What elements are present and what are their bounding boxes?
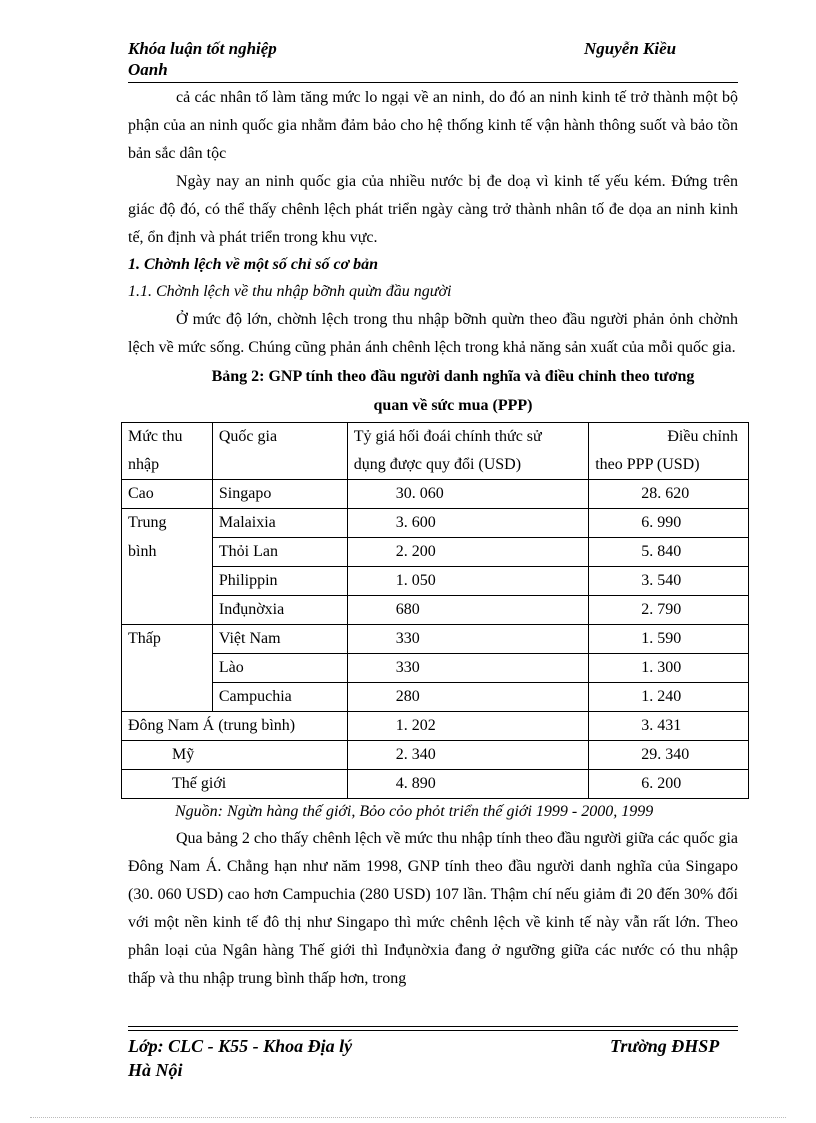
official-value: 2. 200 xyxy=(347,538,589,567)
table-row xyxy=(122,625,749,654)
ppp-value: 3. 431 xyxy=(589,712,749,741)
country-cell: Philippin xyxy=(212,567,347,596)
footer-city: Hà Nội xyxy=(128,1060,183,1080)
footer-divider-1 xyxy=(128,1026,738,1027)
official-value: 1. 050 xyxy=(347,567,589,596)
header-ppp-text: Điều chỉnh xyxy=(667,428,738,445)
header-divider xyxy=(128,82,738,83)
gnp-table xyxy=(121,422,749,799)
header-author-name: Nguyễn Kiều xyxy=(584,39,677,58)
paragraph-2: Ngày nay an ninh quốc gia của nhiều nước bị đe doạ vì kinh tế yếu kém. Đứng trên giác độ đó, có thể thấy chênh lệch phát triển ngày càng trở thành nhân tố đe dọa an ninh kinh tế, ổn định và phát triển trong khu vực. xyxy=(128,173,738,246)
footer-left xyxy=(128,1034,352,1082)
header-thesis-label: Khóa luận tốt nghiệp xyxy=(128,39,277,58)
subsection-heading: 1.1. Chờnh lệch về thu nhập bỡnh quừn đầu người xyxy=(128,283,452,300)
official-value: 3. 600 xyxy=(347,509,589,538)
summary-label: Thế giới xyxy=(122,770,348,799)
table-row xyxy=(122,741,749,770)
table-row xyxy=(122,654,749,683)
ppp-value: 1. 300 xyxy=(589,654,749,683)
group-low-empty xyxy=(122,654,213,683)
header-income-level-text: Mức thu xyxy=(128,428,183,445)
footer-divider-2 xyxy=(128,1030,738,1031)
header-author-surname: Oanh xyxy=(128,60,168,79)
table-header-row xyxy=(122,423,749,480)
ppp-value: 2. 790 xyxy=(589,596,749,625)
header-country: Quốc gia xyxy=(212,423,347,480)
official-value: 30. 060 xyxy=(347,480,589,509)
table-row xyxy=(122,480,749,509)
table-row xyxy=(122,538,749,567)
ppp-value: 1. 590 xyxy=(589,625,749,654)
country-cell: Thỏi Lan xyxy=(212,538,347,567)
summary-label: Đông Nam Á (trung bình) xyxy=(122,712,348,741)
group-low-empty xyxy=(122,683,213,712)
page-header xyxy=(128,38,738,82)
header-official-rate-text-2: dụng được quy đổi (USD) xyxy=(353,456,522,473)
header-income-level-text-2: nhập xyxy=(128,456,160,473)
official-value: 330 xyxy=(347,654,589,683)
table-row xyxy=(122,770,749,799)
header-ppp xyxy=(589,423,749,480)
ppp-value: 29. 340 xyxy=(589,741,749,770)
official-value: 4. 890 xyxy=(347,770,589,799)
country-cell: Lào xyxy=(212,654,347,683)
table-row xyxy=(122,683,749,712)
group-middle-empty xyxy=(122,596,213,625)
group-middle-b: bình xyxy=(122,538,213,567)
official-value: 2. 340 xyxy=(347,741,589,770)
country-cell: Malaixia xyxy=(212,509,347,538)
footer-class-label: Lớp: CLC - K55 - Khoa Địa lý xyxy=(128,1036,353,1056)
paragraph-1: cả các nhân tố làm tăng mức lo ngại về an ninh, do đó an ninh kinh tế trở thành một bộ phận của an ninh quốc gia nhằm đảm bảo cho hệ thống kinh tế vận hành thông suốt và bảo tồn bản sắc dân tộc xyxy=(128,89,738,162)
official-value: 330 xyxy=(347,625,589,654)
summary-label: Mỹ xyxy=(122,741,348,770)
header-official-rate xyxy=(347,423,589,480)
group-high: Cao xyxy=(122,480,213,509)
country-cell: Campuchia xyxy=(212,683,347,712)
page-body xyxy=(128,84,738,993)
country-cell: Singapo xyxy=(212,480,347,509)
ppp-value: 3. 540 xyxy=(589,567,749,596)
ppp-value: 6. 200 xyxy=(589,770,749,799)
section-heading: 1. Chờnh lệch về một số chỉ số cơ bản xyxy=(128,256,379,273)
header-official-rate-text: Tỷ giá hối đoái chính thức sử xyxy=(353,428,542,445)
table-row xyxy=(122,712,749,741)
table-caption xyxy=(128,362,738,420)
table-row xyxy=(122,509,749,538)
country-cell: Việt Nam xyxy=(212,625,347,654)
ppp-value: 6. 990 xyxy=(589,509,749,538)
footer-school: Trường ĐHSP xyxy=(610,1036,720,1056)
header-ppp-text-2: theo PPP (USD) xyxy=(595,456,700,473)
bottom-dotted-line xyxy=(30,1117,786,1118)
table-source: Nguồn: Ngừn hàng thế giới, Bỏo cỏo phỏt triển thế giới 1999 - 2000, 1999 xyxy=(175,803,654,820)
table-row xyxy=(122,596,749,625)
table-caption-line-2: quan về sức mua (PPP) xyxy=(373,397,533,414)
ppp-value: 28. 620 xyxy=(589,480,749,509)
header-left xyxy=(128,38,277,80)
table-row xyxy=(122,567,749,596)
official-value: 280 xyxy=(347,683,589,712)
ppp-value: 1. 240 xyxy=(589,683,749,712)
paragraph-4: Qua bảng 2 cho thấy chênh lệch về mức thu nhập tính theo đầu người giữa các quốc gia Đông Nam Á. Chẳng hạn như năm 1998, GNP tính theo đầu người danh nghĩa của Singapo (30. 060 USD) cao hơn Campuchia (280 USD) 107 lần. Thậm chí nếu giảm đi 20 đến 30% đối với một nền kinh tế đô thị như Singapo thì mức chênh lệch về kinh tế này vẫn rất lớn. Theo phân loại của Ngân hàng Thế giới thì Inđụnờxia đang ở ngưỡng giữa các nước có thu nhập thấp và thu nhập trung bình thấp hơn, trong xyxy=(128,830,738,987)
group-middle-a: Trung xyxy=(122,509,213,538)
official-value: 1. 202 xyxy=(347,712,589,741)
ppp-value: 5. 840 xyxy=(589,538,749,567)
paragraph-3: Ở mức độ lớn, chờnh lệch trong thu nhập bỡnh quừn theo đầu người phản ỏnh chờnh lệch về mức sống. Chúng cũng phản ánh chênh lệch trong khả năng sản xuất của mỗi quốc gia. xyxy=(128,311,738,356)
table-caption-line-1: Bảng 2: GNP tính theo đầu người danh nghĩa và điều chỉnh theo tương xyxy=(211,368,695,385)
group-middle-empty xyxy=(122,567,213,596)
official-value: 680 xyxy=(347,596,589,625)
header-income-level xyxy=(122,423,213,480)
group-low: Thấp xyxy=(122,625,213,654)
country-cell: Inđụnờxia xyxy=(212,596,347,625)
